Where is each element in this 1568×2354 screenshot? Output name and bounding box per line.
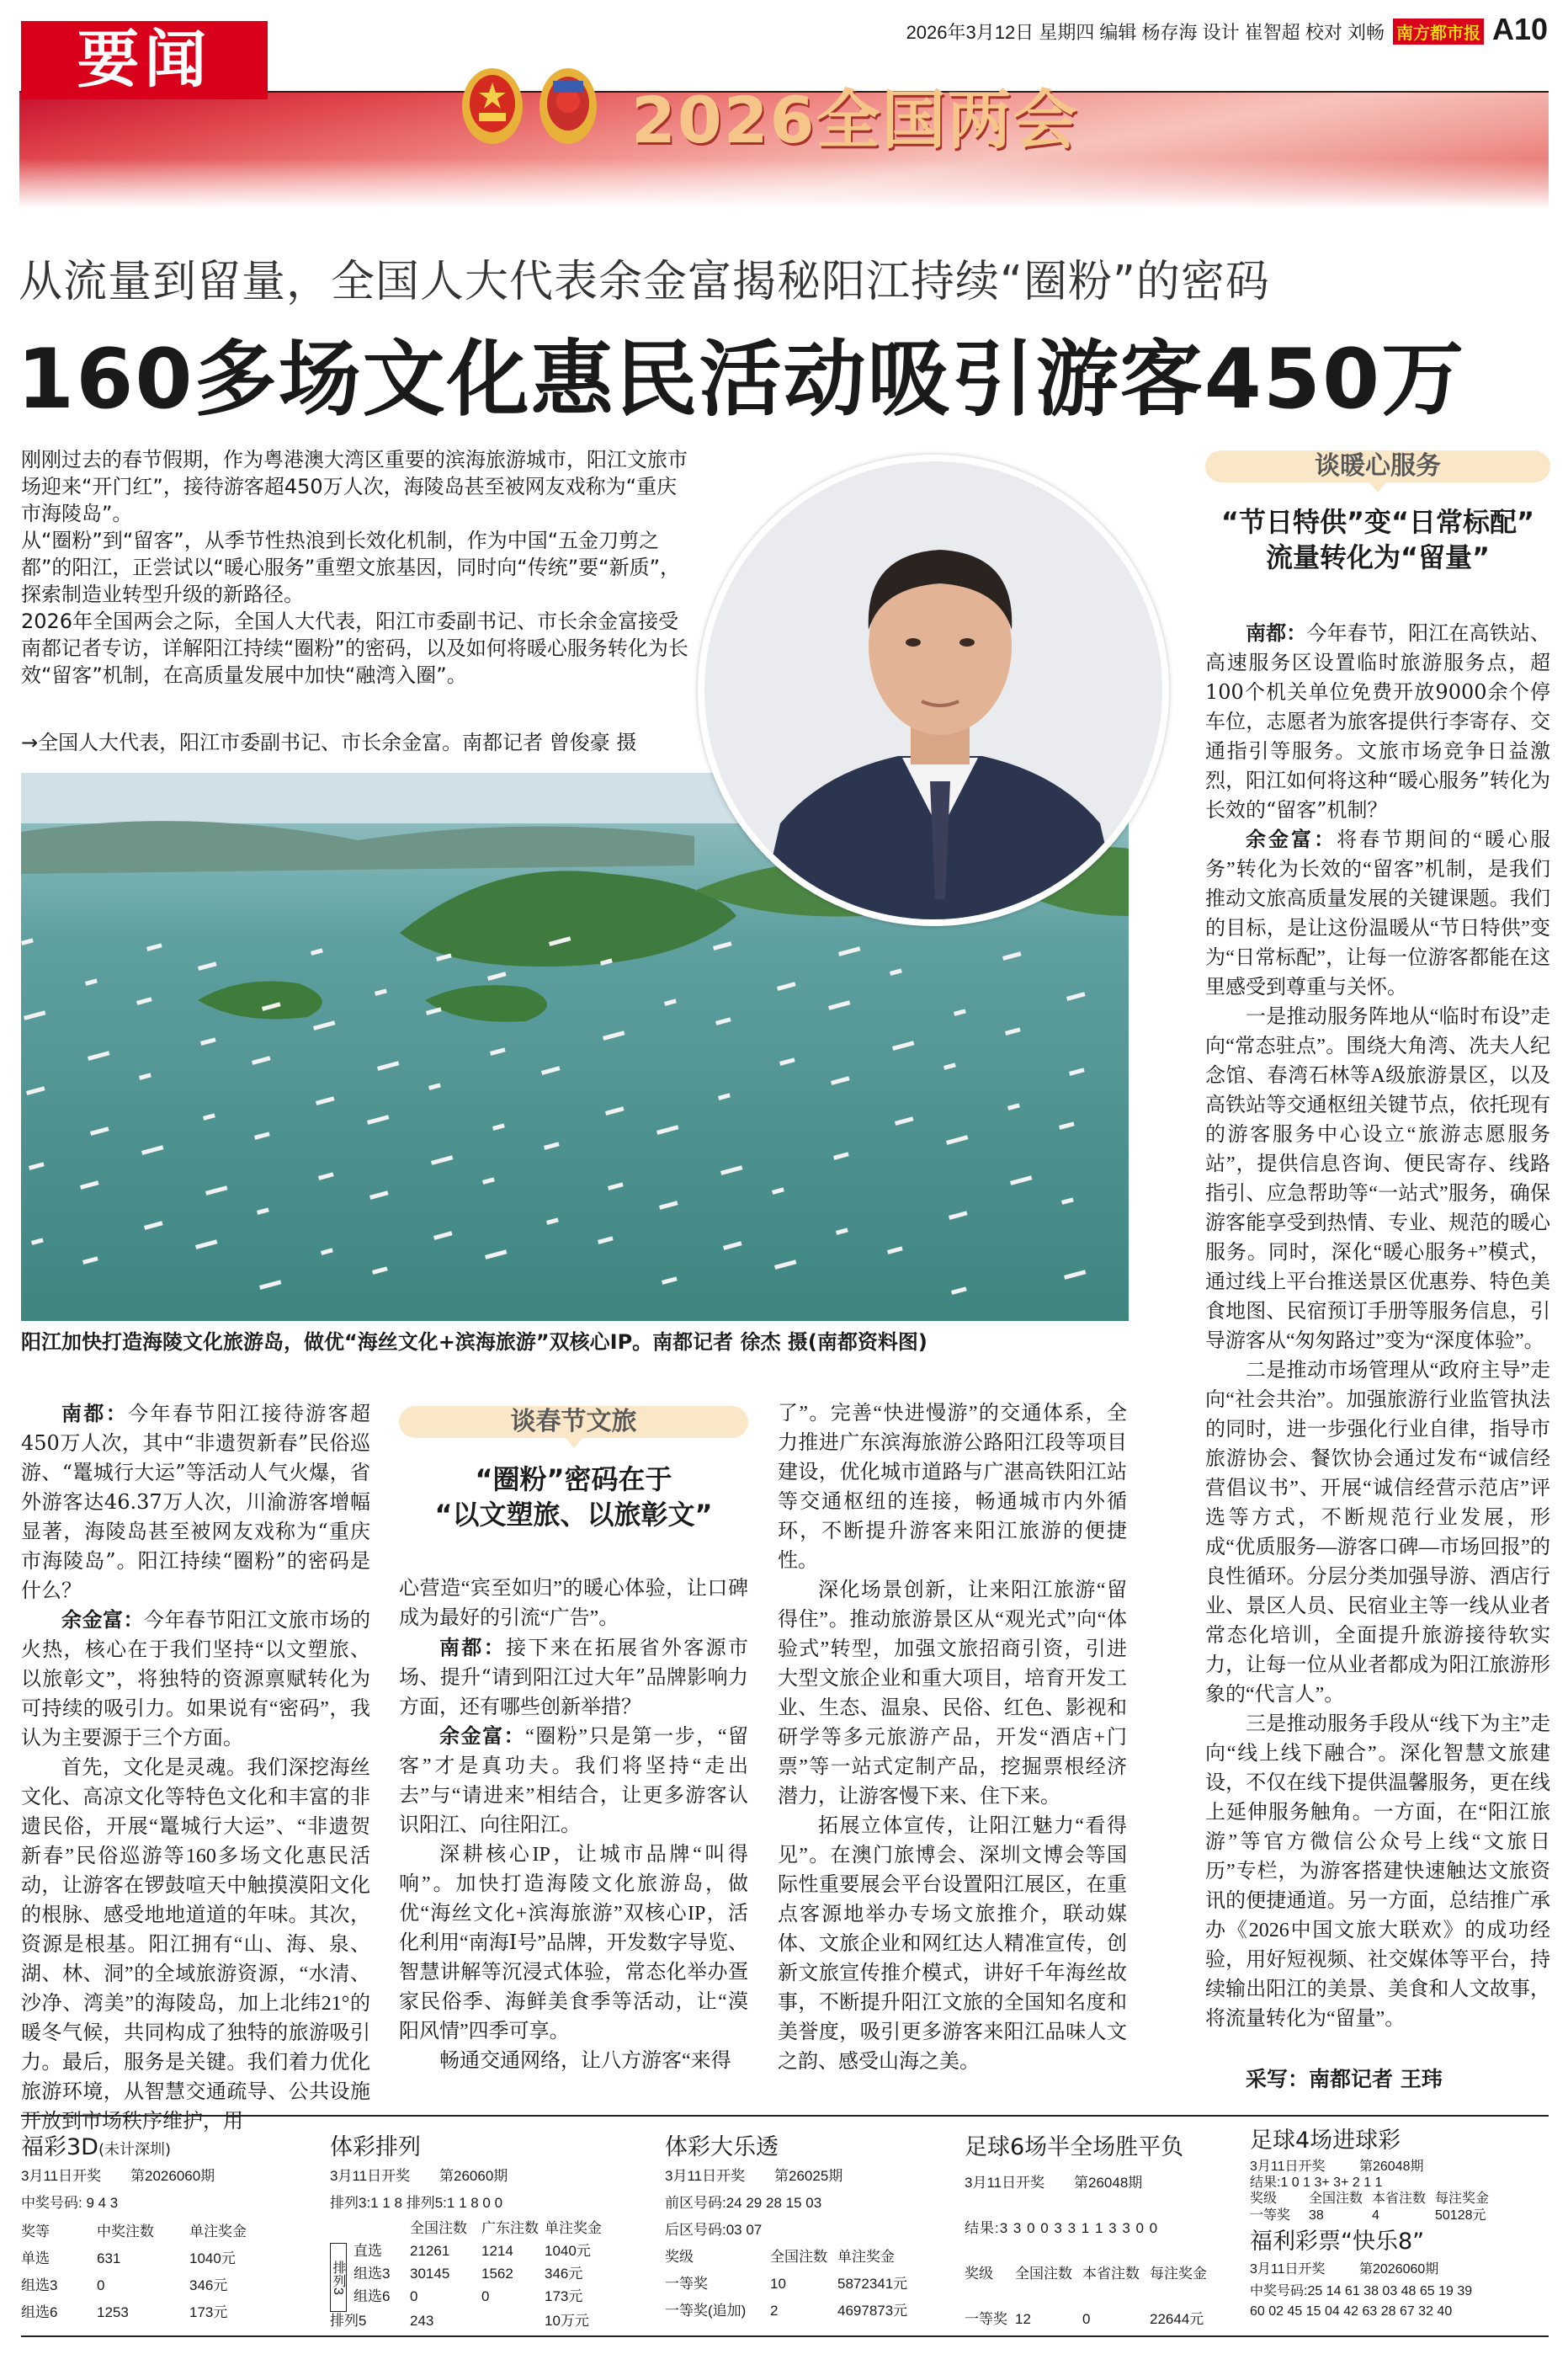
table-cell: 1214 — [481, 2243, 513, 2259]
table-cell: 单注奖金 — [837, 2249, 895, 2265]
table-cell: 1562 — [481, 2266, 513, 2282]
paragraph-text: 首先，文化是灵魂。我们深挖海丝文化、高凉文化等特色文化和丰富的非遗民俗，开展“鼍城行大运”、“非遗贺新春”民俗巡游等160多场文化惠民活动，让游客在锣鼓喧天中触摸漠阳文化的根脉、感受地地道道的年味。其次，资源是根基。阳江拥有“山、海、泉、湖、林、洞”的全域旅游资源，“水清、沙净、湾美”的海陵岛，加上北纬21°的暖冬气候，共同构成了独特的旅游吸引力。最后，服务是关键。我们着力优化旅游环境，从智慧交通疏导、公共设施开放到市场秩序维护，用 — [21, 1757, 370, 2133]
paragraph-text: 今年春节阳江文旅市场的火热，核心在于我们坚持“以文塑旅、以旅彰文”，将独特的资源禀赋转化为可持续的吸引力。如果说有“密码”，我认为主要源于三个方面。 — [21, 1610, 370, 1750]
heading-line: 流量转化为“留量” — [1265, 541, 1491, 573]
lottery-title: 足球4场进球彩 — [1250, 2128, 1401, 2154]
table-cell: 单注奖金 — [545, 2220, 602, 2236]
interview-question — [399, 1633, 748, 1722]
table-cell: 22644元 — [1150, 2311, 1204, 2327]
table-cell: 173元 — [189, 2304, 228, 2320]
table-cell: 每注奖金 — [1435, 2192, 1490, 2206]
speaker-label: 余金富： — [1246, 828, 1337, 851]
table-cell: 单注奖金 — [189, 2224, 247, 2239]
article-paragraph — [1205, 1003, 1550, 1356]
article-paragraph — [1205, 1710, 1550, 2034]
speaker-label: 南都： — [61, 1402, 129, 1425]
intro-paragraph: 刚刚过去的春节假期，作为粤港澳大湾区重要的滨海旅游城市，阳江文旅市场迎来“开门红”，接待游客超450万人次，海陵岛甚至被网友戏称为“重庆市海陵岛”。 — [21, 448, 688, 525]
article-paragraph — [21, 1606, 370, 1754]
table-cell: 奖级 — [665, 2249, 694, 2265]
table-cell: 346元 — [189, 2277, 228, 2293]
table-cell: 1040元 — [189, 2250, 236, 2266]
section-heading — [1205, 504, 1550, 575]
lottery-pailie: 体彩排列 3月11日开奖 第26060期 排列3:1 1 8 排列5:1 1 8 0 0 排列3 全国注数 广东注数 单注奖金 直选 21261 1214 1040元 组选3 30145 1562 346元 组选6 0 0 173元 排列5 243 10万元 — [330, 2134, 602, 2329]
table-cell: 全国注数 — [410, 2220, 467, 2236]
lottery-title: 福利彩票“快乐8” — [1250, 2229, 1425, 2255]
table-cell: 12 — [1015, 2311, 1031, 2327]
article-paragraph — [778, 1576, 1127, 1812]
table-cell: 0 — [410, 2288, 418, 2304]
table-cell: 组选3 — [21, 2277, 58, 2293]
table-cell: 排列5 — [330, 2313, 367, 2329]
heading-line: “圈粉”密码在于 — [475, 1463, 672, 1495]
article-subtitle: 从流量到留量，全国人大代表余金富揭秘阳江持续“圈粉”的密码 — [19, 257, 1270, 307]
photo-caption: 阳江加快打造海陵文化旅游岛，做优“海丝文化+滨海旅游”双核心IP。南都记者 徐杰 摄(南都资料图) — [21, 1330, 928, 1354]
table-cell: 5872341元 — [837, 2276, 908, 2292]
table-cell: 4 — [1372, 2208, 1379, 2223]
table-cell: 全国注数 — [770, 2249, 827, 2265]
intro-paragraph: 2026年全国两会之际，全国人大代表，阳江市委副书记、市长余金富接受南都记者专访，详解阳江持续“圈粉”的密码，以及如何将暖心服务转化为长效“留客”机制，在高质量发展中加快“融湾入圈”。 — [21, 610, 688, 687]
table-cell: 21261 — [410, 2243, 450, 2259]
interview-question — [21, 1399, 370, 1606]
speaker-label: 南都： — [1246, 621, 1307, 645]
section-label: 要闻 — [21, 21, 268, 99]
paragraph-text: 了”。完善“快进慢游”的交通体系，全力推进广东滨海旅游公路阳江段等项目建设，优化城市道路与广湛高铁阳江站等交通枢纽的连接，畅通城市内外循环，不断提升游客来阳江旅游的便捷性。 — [778, 1403, 1127, 1572]
table-cell: 346元 — [545, 2266, 583, 2282]
table-cell: 0 — [481, 2288, 490, 2304]
table-cell: 50128元 — [1435, 2208, 1486, 2223]
article-column-4 — [1205, 450, 1550, 2094]
article-paragraph — [1205, 1356, 1550, 1710]
section-tag: 谈暖心服务 — [1205, 450, 1550, 482]
table-cell: 广东注数 — [481, 2220, 539, 2236]
lottery-title: 足球6场半全场胜平负 — [965, 2134, 1184, 2160]
portrait-caption: →全国人大代表，阳江市委副书记、市长余金富。南都记者 曾俊豪 摄 — [21, 731, 637, 754]
group-label: 排列3 — [330, 2243, 347, 2312]
lottery-sfc6: 足球6场半全场胜平负 3月11日开奖 第26048期 结果:3 3 0 0 3 3 1 1 3 3 0 0 奖级 全国注数 本省注数 每注奖金 一等奖 12 0 22644元 — [965, 2134, 1207, 2327]
lottery-fc3d: 福彩3D(未计深圳) 3月11日开奖 第2026060期 中奖号码: 9 4 3 奖等 中奖注数 单注奖金 单选 631 1040元 组选3 0 346元 组选6 1253 173元 — [21, 2134, 247, 2320]
table-cell: 本省注数 — [1372, 2192, 1427, 2206]
portrait-photo — [698, 455, 1169, 926]
table-cell: 组选6 — [21, 2304, 58, 2320]
table-cell: 631 — [97, 2250, 121, 2266]
article-paragraph — [1205, 825, 1550, 1003]
table-cell: 1040元 — [545, 2243, 591, 2259]
edition-info: 2026年3月12日 星期四 编辑 杨存海 设计 崔智超 校对 刘畅 — [906, 22, 1385, 43]
newspaper-logo: 南方都市报 — [1393, 19, 1484, 45]
table-cell: 2 — [770, 2303, 779, 2319]
table-cell: 本省注数 — [1082, 2266, 1140, 2282]
intro-paragraph: 从“圈粉”到“留客”，从季节性热浪到长效化机制，作为中国“五金刀剪之都”的阳江，正尝试以“暖心服务”重塑文旅基因，同时向“传统”要“新质”，探索制造业转型升级的新路径。 — [21, 529, 681, 606]
paragraph-text: 畅通交通网络，让八方游客“来得 — [439, 2050, 731, 2072]
lottery-title: 体彩大乐透 — [665, 2134, 779, 2160]
paragraph-text: 深耕核心IP，让城市品牌“叫得响”。加快打造海陵文化旅游岛，做优“海丝文化+滨海旅游”双核心IP，活化利用“南海Ⅰ号”品牌，开发数字导览、智慧讲解等沉浸式体验，常态化举办疍家民俗季、海鲜美食季等活动，让“漠阳风情”四季可享。 — [399, 1844, 748, 2042]
article-paragraph — [778, 1399, 1127, 1576]
table-cell: 0 — [97, 2277, 105, 2293]
page-number: A10 — [1491, 12, 1548, 46]
lottery-jq4-kl8: 足球4场进球彩 3月11日开奖 第26048期 结果:1 0 1 3+ 3+ 2 1 1 奖级 全国注数 本省注数 每注奖金 一等奖 38 4 50128元 福利彩票“快乐8” 3月11日开奖 第2026060期 中奖号码:25 14 61 38 03 48 65 19 39 60 02 45 15 04 42 63 28 67 32 40 — [1250, 2128, 1490, 2319]
article-paragraph — [21, 1754, 370, 2137]
table-cell: 每注奖金 — [1150, 2266, 1207, 2282]
article-paragraph — [399, 2047, 748, 2076]
paragraph-text: 拓展立体宣传，让阳江魅力“看得见”。在澳门旅博会、深圳文博会等国际性重要展会平台设置阳江展区，在重点客源地举办专场文旅推介，联动媒体、文旅企业和网红达人精准宣传，创新文旅宣传推介模式，讲好千年海丝故事，不断提升阳江文旅的全国知名度和美誉度，吸引更多游客来阳江品味人文之韵、感受山海之美。 — [778, 1815, 1127, 2073]
table-cell: 1253 — [97, 2304, 129, 2320]
table-cell: 243 — [410, 2313, 434, 2329]
table-cell: 奖级 — [965, 2266, 993, 2282]
lottery-dlt: 体彩大乐透 3月11日开奖 第26025期 前区号码:24 29 28 15 03 后区号码:03 07 奖级 全国注数 单注奖金 一等奖 10 5872341元 一等奖(追加) 2 4697873元 — [665, 2134, 908, 2319]
table-cell: 一等奖 — [1250, 2208, 1291, 2223]
article-paragraph — [399, 1840, 748, 2047]
speaker-label: 南都： — [439, 1636, 507, 1659]
table-cell: 10万元 — [545, 2313, 589, 2329]
paragraph-text: “圈粉”只是第一步，“留客”才是真功夫。我们将坚持“走出去”与“请进来”相结合，让更多游客认识阳江、向往阳江。 — [399, 1726, 749, 1836]
table-cell: 4697873元 — [837, 2303, 908, 2319]
heading-line: “以文塑旅、以旅彰文” — [434, 1499, 713, 1531]
lottery-title: 福彩3D(未计深圳) — [21, 2134, 172, 2160]
lottery-title: 体彩排列 — [330, 2134, 421, 2160]
section-tag: 谈春节文旅 — [399, 1406, 748, 1438]
article-paragraph — [778, 1812, 1127, 2077]
article-column-3 — [778, 1399, 1127, 2077]
paragraph-text: 今年春节阳江接待游客超450万人次，其中“非遗贺新春”民俗巡游、“鼍城行大运”等活动人气火爆，省外游客达46.37万人次，川渝游客增幅显著，海陵岛甚至被网友戏称为“重庆市海陵岛”。阳江持续“圈粉”的密码是什么？ — [21, 1402, 371, 1602]
table-cell: 组选3 — [353, 2266, 391, 2282]
paragraph-text: 心营造“宾至如归”的暖心体验，让口碑成为最好的引流“广告”。 — [399, 1578, 748, 1629]
speaker-label: 余金富： — [61, 1608, 144, 1632]
paragraph-text: 一是推动服务阵地从“临时布设”走向“常态驻点”。围绕大角湾、冼夫人纪念馆、春湾石林等A级旅游景区，以及高铁站等交通枢纽关键节点，依托现有的游客服务中心设立“旅游志愿服务站”，提供信息咨询、便民寄存、线路指引、应急帮助等“一站式”服务，确保游客能享受到热情、专业、规范的暖心服务。同时，深化“暖心服务+”模式，通过线上平台推送景区优惠券、特色美食地图、民宿预订手册等服务信息，引导游客从“匆匆路过”变为“深度体验”。 — [1205, 1006, 1550, 1352]
table-cell: 全国注数 — [1309, 2192, 1363, 2206]
paragraph-text: 深化场景创新，让来阳江旅游“留得住”。推动旅游景区从“观光式”向“体验式”转型，加强文旅招商引资，引进大型文旅企业和重大项目，培育开发工业、生态、温泉、民俗、红色、影视和研学等多元旅游产品，开发“酒店+门票”等一站式定制产品，挖掘票根经济潜力，让游客慢下来、住下来。 — [778, 1579, 1127, 1808]
paragraph-text: 今年春节，阳江在高铁站、高速服务区设置临时旅游服务点，超100个机关单位免费开放9000余个停车位，志愿者为旅客提供行李寄存、交通指引等服务。文旅市场竞争日益激烈，阳江如何将这种“暖心服务”转化为长效的“留客”机制？ — [1205, 621, 1551, 822]
page-meta — [906, 19, 1484, 45]
paragraph-text: 三是推动服务手段从“线下为主”走向“线上线下融合”。深化智慧文旅建设，不仅在线下提供温馨服务，更在线上延伸服务触角。一方面，在“阳江旅游”等官方微信公众号上线“文旅日历”专栏，为游客搭建快速触达文旅资讯的便捷通道。另一方面，总结推广承办《2026中国文旅大联欢》的成功经验，用好短视频、社交媒体等平台，持续输出阳江的美景、美食和人文故事，将流量转化为“留量”。 — [1205, 1713, 1550, 2030]
table-cell: 奖等 — [21, 2224, 50, 2239]
table-cell: 一等奖 — [665, 2276, 708, 2292]
table-cell: 0 — [1082, 2311, 1091, 2327]
table-cell: 直选 — [353, 2243, 382, 2259]
table-cell: 全国注数 — [1015, 2266, 1072, 2282]
table-cell: 30145 — [410, 2266, 450, 2282]
article-paragraph — [399, 1722, 748, 1840]
paragraph-text: 将春节期间的“暖心服务”转化为长效的“留客”机制，是我们推动文旅高质量发展的关键课题。我们的目标，是让这份温暖从“节日特供”变为“日常标配”，让每一位游客都能在这里感受到尊重与关怀。 — [1205, 829, 1550, 999]
heading-line: “节日特供”变“日常标配” — [1220, 506, 1535, 538]
table-cell: 一等奖 — [965, 2311, 1007, 2327]
table-cell: 中奖注数 — [97, 2224, 154, 2239]
table-cell: 10 — [770, 2276, 786, 2292]
article-column-1 — [21, 1399, 370, 2137]
byline: 采写：南都记者 王玮 — [1246, 2067, 1443, 2091]
section-heading — [399, 1462, 748, 1532]
emblem-icon — [459, 66, 606, 146]
article-headline: 160多场文化惠民活动吸引游客450万 — [17, 332, 1466, 428]
speaker-label: 余金富： — [439, 1724, 526, 1748]
paragraph-text: 二是推动市场管理从“政府主导”走向“社会共治”。加强旅游行业监管执法的同时，进一步强化行业自律，指导市旅游协会、餐饮协会通过发布“诚信经营倡议书”、开展“诚信经营示范店”评选等方式，不断规范行业发展，形成“优质服务—游客口碑—市场回报”的良性循环。分层分类加强导游、酒店行业、景区人员、民宿业主等一线从业者常态化培训，全面提升旅游接待软实力，让每一位从业者都成为阳江旅游形象的“代言人”。 — [1205, 1360, 1550, 1706]
table-cell: 单选 — [21, 2250, 50, 2266]
table-cell: 38 — [1309, 2208, 1324, 2223]
table-cell: 173元 — [545, 2288, 583, 2304]
article-intro — [21, 446, 690, 689]
article-paragraph — [399, 1574, 748, 1633]
table-cell: 组选6 — [353, 2288, 391, 2304]
table-cell: 一等奖(追加) — [665, 2303, 747, 2319]
banner-title: 2026全国两会 — [631, 83, 1079, 157]
table-cell: 奖级 — [1250, 2192, 1278, 2206]
paragraph-text: 接下来在拓展省外客源市场、提升“请到阳江过大年”品牌影响力方面，还有哪些创新举措？ — [399, 1636, 749, 1718]
article-column-2 — [399, 1406, 748, 2076]
interview-question — [1205, 619, 1550, 825]
lottery-results — [21, 2115, 1549, 2337]
